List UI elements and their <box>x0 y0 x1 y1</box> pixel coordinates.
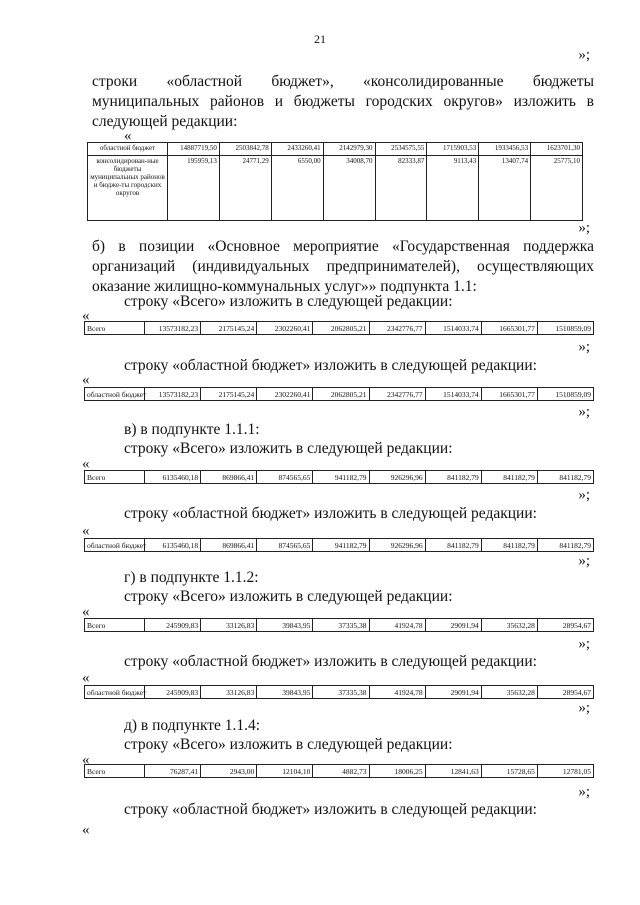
close-quote: »; <box>578 784 590 800</box>
cell: 37335,38 <box>313 686 369 699</box>
cell: 18006,25 <box>369 765 425 778</box>
cell: 12841,63 <box>425 765 481 778</box>
cell: 6135460,18 <box>145 471 201 484</box>
table-row <box>85 686 594 699</box>
row-label: областной бюджет <box>88 143 168 156</box>
line-vsego: строку «Всего» изложить в следующей редакции: <box>124 440 453 457</box>
cell: 2302260,41 <box>257 388 313 401</box>
cell: 13573182,23 <box>145 322 201 335</box>
open-quote: « <box>82 523 90 539</box>
cell: 245909,83 <box>145 686 201 699</box>
cell: 869866,41 <box>201 539 257 552</box>
cell: 1933456,53 <box>479 143 531 156</box>
cell: 29091,94 <box>425 619 481 632</box>
row-label: областной бюджет <box>85 388 145 401</box>
table-row <box>85 388 594 401</box>
cell: 841182,79 <box>537 471 593 484</box>
subitem-g: г) в подпункте 1.1.2: <box>124 569 259 586</box>
row-label: областной бюджет <box>85 686 145 699</box>
line-oblastnoy-budget: строку «областной бюджет» изложить в следующей редакции: <box>124 505 537 522</box>
cell: 33126,83 <box>201 686 257 699</box>
open-quote: « <box>124 128 132 144</box>
close-quote: »; <box>578 404 590 420</box>
table-vsego-1-1 <box>84 321 594 335</box>
cell: 2175145,24 <box>201 388 257 401</box>
cell: 15728,65 <box>481 765 537 778</box>
cell: 35632,28 <box>481 686 537 699</box>
cell: 2503842,78 <box>219 143 271 156</box>
paragraph-position-b: б) в позиции «Основное мероприятие «Государственная поддержка организаций (индивидуальных предпринимателей), осуществляющих оказание жилищно-коммунальных услуг»» подпункта 1.1: <box>92 238 594 295</box>
table-vsego-1-1-1 <box>84 470 594 484</box>
cell: 28954,67 <box>537 686 593 699</box>
cell: 2062805,21 <box>313 322 369 335</box>
cell: 195959,13 <box>168 156 220 221</box>
table-oblastnoy-1-1 <box>84 387 594 401</box>
close-quote: »; <box>578 636 590 652</box>
cell: 12104,10 <box>257 765 313 778</box>
line-vsego: строку «Всего» изложить в следующей редакции: <box>124 588 453 605</box>
cell: 24771,29 <box>219 156 271 221</box>
cell: 2175145,24 <box>201 322 257 335</box>
open-quote: « <box>82 670 90 686</box>
cell: 1510859,09 <box>537 322 593 335</box>
subitem-v: в) в подпункте 1.1.1: <box>124 421 260 438</box>
table-oblastnoy-1-1-2 <box>84 685 594 699</box>
table-vsego-1-1-2 <box>84 618 594 632</box>
table-vsego-1-1-4 <box>84 764 594 778</box>
table-row <box>88 156 583 221</box>
line-vsego: строку «Всего» изложить в следующей редакции: <box>124 736 453 753</box>
table-row <box>85 619 594 632</box>
row-label: Всего <box>85 765 145 778</box>
cell: 841182,79 <box>537 539 593 552</box>
cell: 2302260,41 <box>257 322 313 335</box>
cell: 39843,95 <box>257 686 313 699</box>
open-quote: « <box>82 822 90 838</box>
cell: 874565,65 <box>257 539 313 552</box>
cell: 13573182,23 <box>145 388 201 401</box>
cell: 34008,70 <box>323 156 375 221</box>
cell: 841182,79 <box>425 471 481 484</box>
cell: 926296,96 <box>369 471 425 484</box>
cell: 9113,43 <box>427 156 479 221</box>
cell: 941182,79 <box>313 471 369 484</box>
cell: 35632,28 <box>481 619 537 632</box>
line-oblastnoy-budget: строку «областной бюджет» изложить в следующей редакции: <box>124 653 537 670</box>
cell: 841182,79 <box>481 539 537 552</box>
table-oblastnoy-1-1-1 <box>84 538 594 552</box>
table-row <box>85 322 594 335</box>
cell: 1514033,74 <box>425 322 481 335</box>
close-quote: »; <box>578 553 590 569</box>
cell: 2534575,55 <box>375 143 427 156</box>
cell: 841182,79 <box>425 539 481 552</box>
line-oblastnoy-budget: строку «областной бюджет» изложить в следующей редакции: <box>124 357 537 374</box>
table-regional-consolidated <box>87 142 583 221</box>
cell: 25775,10 <box>531 156 583 221</box>
cell: 1514033,74 <box>425 388 481 401</box>
line-vsego: строку «Всего» изложить в следующей редакции: <box>124 293 453 310</box>
cell: 13407,74 <box>479 156 531 221</box>
table-row <box>88 143 583 156</box>
cell: 41924,78 <box>369 619 425 632</box>
table-row <box>85 765 594 778</box>
cell: 245909,83 <box>145 619 201 632</box>
subitem-d: д) в подпункте 1.1.4: <box>124 717 261 734</box>
cell: 28954,67 <box>537 619 593 632</box>
cell: 2943,00 <box>201 765 257 778</box>
cell: 4882,73 <box>313 765 369 778</box>
close-quote: »; <box>578 220 590 236</box>
close-quote: »; <box>578 47 590 63</box>
cell: 29091,94 <box>425 686 481 699</box>
cell: 926296,96 <box>369 539 425 552</box>
cell: 2433260,41 <box>271 143 323 156</box>
open-quote: « <box>82 456 90 472</box>
cell: 1623701,30 <box>531 143 583 156</box>
open-quote: « <box>82 752 90 768</box>
close-quote: »; <box>578 700 590 716</box>
cell: 841182,79 <box>481 471 537 484</box>
cell: 2342776,77 <box>369 322 425 335</box>
cell: 37335,38 <box>313 619 369 632</box>
cell: 1715903,53 <box>427 143 479 156</box>
cell: 869866,41 <box>201 471 257 484</box>
cell: 82333,87 <box>375 156 427 221</box>
cell: 76287,41 <box>145 765 201 778</box>
cell: 39843,95 <box>257 619 313 632</box>
line-oblastnoy-budget: строку «областной бюджет» изложить в следующей редакции: <box>124 801 537 818</box>
row-label: Всего <box>85 322 145 335</box>
cell: 12781,05 <box>537 765 593 778</box>
cell: 1665301,77 <box>481 322 537 335</box>
cell: 2342776,77 <box>369 388 425 401</box>
cell: 1510859,09 <box>537 388 593 401</box>
open-quote: « <box>82 308 90 324</box>
cell: 941182,79 <box>313 539 369 552</box>
cell: 1665301,77 <box>481 388 537 401</box>
open-quote: « <box>82 604 90 620</box>
page-number: 21 <box>314 32 326 46</box>
close-quote: »; <box>578 487 590 503</box>
row-label: областной бюджет <box>85 539 145 552</box>
paragraph-regional-budget-rows: строки «областной бюджет», «консолидированные бюджеты муниципальных районов и бюджеты городских округов» изложить в следующей редакции: <box>92 73 594 130</box>
cell: 41924,78 <box>369 686 425 699</box>
table-row <box>85 539 594 552</box>
row-label: консолидирован-ные бюджеты муниципальных районов и бюдже-ты городских округов <box>88 156 168 221</box>
cell: 2142979,30 <box>323 143 375 156</box>
table-row <box>85 471 594 484</box>
cell: 33126,83 <box>201 619 257 632</box>
cell: 2062805,21 <box>313 388 369 401</box>
open-quote: « <box>82 372 90 388</box>
cell: 874565,65 <box>257 471 313 484</box>
close-quote: »; <box>578 339 590 355</box>
cell: 14887719,50 <box>168 143 220 156</box>
row-label: Всего <box>85 471 145 484</box>
cell: 6550,00 <box>271 156 323 221</box>
cell: 6135460,18 <box>145 539 201 552</box>
row-label: Всего <box>85 619 145 632</box>
